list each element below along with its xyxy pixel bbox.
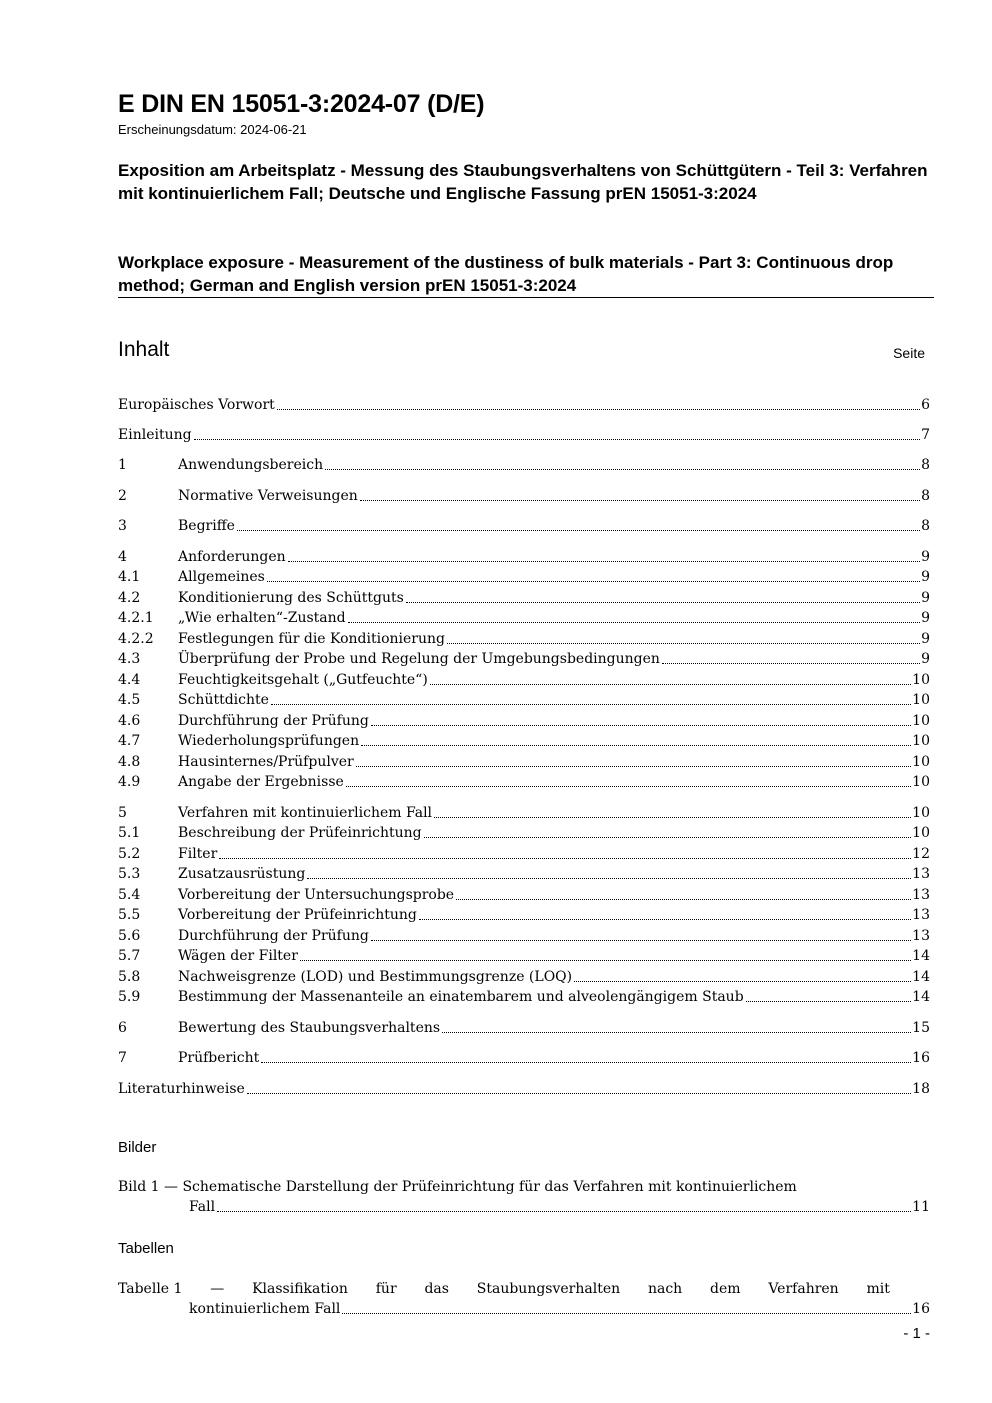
- toc-entry[interactable]: [118, 649, 930, 669]
- dot-leader: [434, 817, 911, 818]
- toc-entry-number: 4.2: [118, 590, 141, 606]
- toc-entry-page: 9: [921, 631, 930, 647]
- toc-entry[interactable]: [118, 885, 930, 905]
- table-entry-word: Staubungsverhalten: [476, 1281, 621, 1297]
- toc-entry-title: Nachweisgrenze (LOD) und Bestimmungsgrenze (LOQ): [178, 969, 573, 985]
- toc-entry-page: 15: [912, 1020, 930, 1036]
- toc-entry-number: 4.7: [118, 733, 141, 749]
- figures-heading: Bilder: [118, 1139, 157, 1156]
- toc-entry-title: Schüttdichte: [178, 692, 269, 708]
- toc-entry-title: Verfahren mit kontinuierlichem Fall: [178, 805, 433, 821]
- toc-entry[interactable]: [118, 823, 930, 843]
- dot-leader: [288, 561, 920, 562]
- toc-entry[interactable]: [118, 588, 930, 608]
- toc-entry[interactable]: [118, 967, 930, 987]
- publication-date: Erscheinungsdatum: 2024-06-21: [118, 122, 307, 137]
- toc-entry-page: 16: [912, 1050, 930, 1066]
- toc-heading: Inhalt: [118, 338, 170, 361]
- toc-entry-number: 4.6: [118, 713, 141, 729]
- dot-leader: [219, 858, 911, 859]
- toc-entry-title: Angabe der Ergebnisse: [178, 774, 344, 790]
- toc-entry-title: Vorbereitung der Untersuchungsprobe: [178, 887, 455, 903]
- toc-entry-page: 14: [912, 969, 930, 985]
- toc-entry[interactable]: [118, 731, 930, 751]
- toc-entry-number: 5.2: [118, 846, 141, 862]
- toc-entry-title: „Wie erhalten“-Zustand: [178, 610, 346, 626]
- toc-entry[interactable]: [118, 395, 930, 415]
- toc-entry-title: Wiederholungsprüfungen: [178, 733, 360, 749]
- toc-entry[interactable]: [118, 455, 930, 475]
- figure-entry[interactable]: [118, 1177, 930, 1217]
- toc-entry[interactable]: [118, 425, 930, 445]
- toc-entry-title: Durchführung der Prüfung: [178, 713, 369, 729]
- toc-entry[interactable]: [118, 670, 930, 690]
- toc-entry-number: 4.2.2: [118, 631, 154, 647]
- toc-entry-page: 14: [912, 948, 930, 964]
- toc-entry-number: 2: [118, 488, 127, 504]
- toc-entry-page: 6: [921, 397, 930, 413]
- title-english: Workplace exposure - Measurement of the dustiness of bulk materials - Part 3: Continuous drop method; German and English version prEN 15051-3:2024: [118, 253, 894, 295]
- dot-leader: [447, 643, 920, 644]
- toc-entry-page: 10: [912, 805, 930, 821]
- toc-entry[interactable]: [118, 516, 930, 536]
- table-entry-word: nach: [647, 1281, 683, 1297]
- toc-page-column-label: Seite: [893, 345, 925, 361]
- dot-leader: [267, 581, 920, 582]
- toc-entry-title: Überprüfung der Probe und Regelung der Umgebungsbedingungen: [178, 651, 660, 667]
- table-entry-word: Verfahren: [768, 1281, 839, 1297]
- dot-leader: [360, 500, 920, 501]
- toc-entry-title: Einleitung: [118, 427, 192, 443]
- dot-leader: [325, 469, 920, 470]
- toc-entry-number: 4.8: [118, 754, 141, 770]
- table-entry-word: Klassifikation: [252, 1281, 348, 1297]
- toc-entry[interactable]: [118, 608, 930, 628]
- toc-entry[interactable]: [118, 567, 930, 587]
- toc-entry-title: Anwendungsbereich: [178, 457, 324, 473]
- toc-entry-title: Hausinternes/Prüfpulver: [178, 754, 354, 770]
- toc-entry[interactable]: [118, 1048, 930, 1068]
- table-entry-word: Tabelle 1: [118, 1281, 183, 1297]
- toc-entry-page: 10: [912, 825, 930, 841]
- toc-entry[interactable]: [118, 803, 930, 823]
- toc-entry-page: 9: [921, 610, 930, 626]
- toc-entry-title: Filter: [178, 846, 218, 862]
- toc-entry-page: 9: [921, 651, 930, 667]
- toc-entry-page: 13: [912, 866, 930, 882]
- toc-entry-page: 10: [912, 774, 930, 790]
- toc-entry-page: 12: [912, 846, 930, 862]
- toc-entry-number: 1: [118, 457, 127, 473]
- toc-entry-page: 7: [921, 427, 930, 443]
- dot-leader: [217, 1211, 911, 1212]
- toc-entry-number: 7: [118, 1050, 127, 1066]
- dot-leader: [356, 766, 911, 767]
- dot-leader: [307, 878, 911, 879]
- page-number: - 1 -: [903, 1325, 930, 1342]
- document-id: E DIN EN 15051-3:2024-07 (D/E): [118, 90, 485, 118]
- dot-leader: [237, 530, 920, 531]
- toc-entry-title: Durchführung der Prüfung: [178, 928, 369, 944]
- dot-leader: [342, 1313, 911, 1314]
- toc-entry-title: Anforderungen: [178, 549, 286, 565]
- toc-entry-number: 5.8: [118, 969, 141, 985]
- toc-entry-page: 9: [921, 569, 930, 585]
- toc-entry-title: Europäisches Vorwort: [118, 397, 275, 413]
- toc-entry[interactable]: [118, 547, 930, 567]
- toc-entry-page: 10: [912, 733, 930, 749]
- toc-entry-number: 5.1: [118, 825, 141, 841]
- toc-entry-number: 6: [118, 1020, 127, 1036]
- toc-entry-title: Allgemeines: [178, 569, 265, 585]
- toc-entry-title: Normative Verweisungen: [178, 488, 358, 504]
- toc-entry[interactable]: [118, 772, 930, 792]
- toc-entry[interactable]: [118, 946, 930, 966]
- toc-entry-number: 5.3: [118, 866, 141, 882]
- dot-leader: [371, 940, 911, 941]
- toc-entry-number: 4.2.1: [118, 610, 154, 626]
- toc-entry-title: Beschreibung der Prüfeinrichtung: [178, 825, 422, 841]
- toc-entry-page: 8: [921, 457, 930, 473]
- toc-entry-page: 8: [921, 488, 930, 504]
- dot-leader: [346, 786, 911, 787]
- figure-entry-title: Bild 1 — Schematische Darstellung der Prüfeinrichtung für das Verfahren mit kontinuierlichem: [118, 1179, 797, 1195]
- title-divider: [118, 297, 934, 298]
- table-entry-title-cont: kontinuierlichem Fall: [189, 1301, 341, 1317]
- toc-entry[interactable]: [118, 690, 930, 710]
- dot-leader: [662, 663, 920, 664]
- table-entry-word: für: [375, 1281, 397, 1297]
- figure-entry-page: 11: [912, 1199, 930, 1215]
- toc-entry[interactable]: [118, 752, 930, 772]
- toc-entry-page: 14: [912, 989, 930, 1005]
- toc-entry-page: 10: [912, 692, 930, 708]
- toc-entry-number: 5.6: [118, 928, 141, 944]
- dot-leader: [271, 704, 911, 705]
- toc-entry-number: 5: [118, 805, 127, 821]
- toc-entry-page: 13: [912, 907, 930, 923]
- toc-entry-title: Feuchtigkeitsgehalt („Gutfeuchte“): [178, 672, 428, 688]
- toc-entry[interactable]: [118, 711, 930, 731]
- toc-entry-title: Vorbereitung der Prüfeinrichtung: [178, 907, 417, 923]
- dot-leader: [430, 684, 911, 685]
- toc-entry[interactable]: [118, 844, 930, 864]
- figure-entry-title-cont: Fall: [189, 1199, 216, 1215]
- toc-entry[interactable]: [118, 864, 930, 884]
- toc-entry-title: Bewertung des Staubungsverhaltens: [178, 1020, 441, 1036]
- table-entry-title: [118, 1279, 890, 1299]
- dot-leader: [194, 439, 921, 440]
- toc-entry[interactable]: [118, 926, 930, 946]
- table-entry-page: 16: [912, 1301, 930, 1317]
- dot-leader: [424, 837, 912, 838]
- toc-entry-number: 5.7: [118, 948, 141, 964]
- toc-entry-number: 4.4: [118, 672, 141, 688]
- dot-leader: [419, 919, 911, 920]
- toc-entry[interactable]: [118, 905, 930, 925]
- toc-entry-title: Bestimmung der Massenanteile an einatembarem und alveolengängigem Staub: [178, 989, 744, 1005]
- toc-entry-page: 10: [912, 713, 930, 729]
- toc-entry-page: 10: [912, 672, 930, 688]
- table-entry-word: das: [424, 1281, 449, 1297]
- dot-leader: [247, 1093, 911, 1094]
- toc-entry-title: Literaturhinweise: [118, 1081, 245, 1097]
- toc-entry[interactable]: [118, 1018, 930, 1038]
- toc-entry-title: Wägen der Filter: [178, 948, 298, 964]
- toc-entry-page: 9: [921, 549, 930, 565]
- toc-entry-title: Prüfbericht: [178, 1050, 260, 1066]
- toc-entry-number: 5.4: [118, 887, 141, 903]
- toc-entry-number: 4.1: [118, 569, 141, 585]
- toc-entry[interactable]: [118, 629, 930, 649]
- toc-entry-title: Festlegungen für die Konditionierung: [178, 631, 445, 647]
- toc-entry[interactable]: [118, 1079, 930, 1099]
- dot-leader: [456, 899, 911, 900]
- table-entry-word: mit: [866, 1281, 890, 1297]
- toc-entry[interactable]: [118, 987, 930, 1007]
- toc-entry-page: 13: [912, 887, 930, 903]
- dot-leader: [300, 960, 911, 961]
- toc-entry-number: 4: [118, 549, 127, 565]
- dot-leader: [361, 745, 911, 746]
- dot-leader: [348, 622, 920, 623]
- toc-entry-number: 4.9: [118, 774, 141, 790]
- toc-entry-number: 3: [118, 518, 127, 534]
- toc-entry-page: 13: [912, 928, 930, 944]
- table-entry[interactable]: [118, 1279, 930, 1319]
- toc-entry-number: 5.5: [118, 907, 141, 923]
- toc-entry[interactable]: [118, 486, 930, 506]
- toc-entry-title: Konditionierung des Schüttguts: [178, 590, 404, 606]
- toc-entry-number: 4.5: [118, 692, 141, 708]
- toc-entry-title: Zusatzausrüstung: [178, 866, 306, 882]
- toc-entry-page: 10: [912, 754, 930, 770]
- toc-entry-page: 8: [921, 518, 930, 534]
- title-german: Exposition am Arbeitsplatz - Messung des Staubungsverhaltens von Schüttgütern - Teil 3: Verfahren mit kontinuierlichem Fall; Deutsche und Englische Fassung prEN 15051-3:2024: [118, 161, 928, 203]
- dot-leader: [406, 602, 920, 603]
- toc-entry-page: 9: [921, 590, 930, 606]
- toc-entry-number: 5.9: [118, 989, 141, 1005]
- toc-entry-title: Begriffe: [178, 518, 235, 534]
- dot-leader: [746, 1001, 912, 1002]
- dot-leader: [277, 409, 920, 410]
- toc-entry-number: 4.3: [118, 651, 141, 667]
- dot-leader: [574, 981, 911, 982]
- dot-leader: [371, 725, 911, 726]
- toc-entry-page: 18: [912, 1081, 930, 1097]
- table-entry-word: dem: [710, 1281, 741, 1297]
- dot-leader: [261, 1062, 911, 1063]
- tables-heading: Tabellen: [118, 1240, 174, 1257]
- table-entry-word: —: [210, 1281, 225, 1297]
- dot-leader: [442, 1032, 911, 1033]
